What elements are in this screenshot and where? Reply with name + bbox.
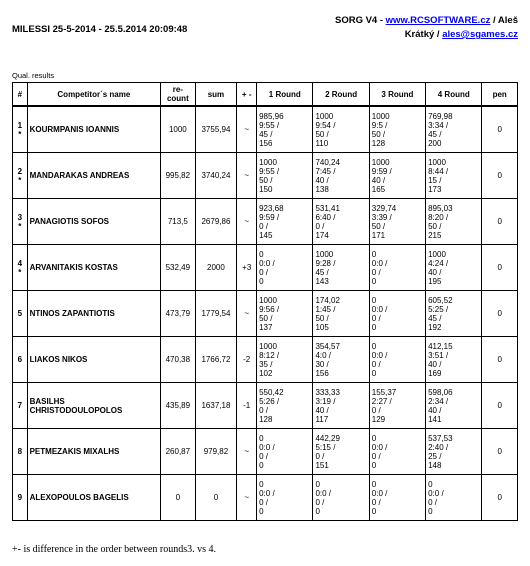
round-value: 0 / bbox=[371, 405, 381, 415]
diff-cell: -2 bbox=[237, 337, 257, 383]
round-value: 9:55 / bbox=[259, 120, 280, 130]
rank-number: 1 bbox=[17, 120, 23, 130]
table-row bbox=[13, 337, 518, 383]
round-value: 0:0 / bbox=[371, 442, 388, 452]
round-value: 195 bbox=[428, 276, 442, 286]
round-4-cell bbox=[426, 475, 482, 521]
diff-cell: +3 bbox=[237, 245, 257, 291]
round-value: 412,15 bbox=[428, 341, 453, 351]
round-4-cell bbox=[426, 199, 482, 245]
round-1-cell bbox=[257, 475, 313, 521]
round-value: 50 / bbox=[371, 129, 386, 139]
table-row bbox=[13, 291, 518, 337]
diff-cell: ~ bbox=[237, 291, 257, 337]
round-value: 0 / bbox=[259, 267, 269, 277]
round-value: 200 bbox=[428, 138, 442, 148]
round-2-cell bbox=[313, 383, 369, 429]
round-value: 0 bbox=[371, 295, 377, 305]
recount-cell: 260,87 bbox=[161, 429, 195, 475]
sum-cell: 2679,86 bbox=[195, 199, 237, 245]
recount-cell: 473,79 bbox=[161, 291, 195, 337]
penalty-cell: 0 bbox=[482, 383, 518, 429]
round-value: 3:39 / bbox=[371, 212, 392, 222]
sum-cell: 1637,18 bbox=[195, 383, 237, 429]
table-row bbox=[13, 153, 518, 199]
recount-cell: 713,5 bbox=[161, 199, 195, 245]
round-3-cell bbox=[369, 199, 425, 245]
diff-cell: ~ bbox=[237, 429, 257, 475]
round-value: 1000 bbox=[315, 111, 334, 121]
round-value: 0:0 / bbox=[371, 350, 388, 360]
table-row bbox=[13, 106, 518, 153]
sum-cell: 3740,24 bbox=[195, 153, 237, 199]
round-value: 148 bbox=[428, 460, 442, 470]
author-email-link[interactable]: ales@sgames.cz bbox=[442, 29, 518, 40]
round-value: 50 / bbox=[259, 175, 273, 185]
sum-cell: 0 bbox=[195, 475, 237, 521]
penalty-cell: 0 bbox=[482, 337, 518, 383]
round-value: 165 bbox=[371, 184, 386, 194]
round-value: 4:24 / bbox=[428, 258, 449, 268]
round-value: 0 bbox=[428, 506, 433, 516]
round-value: 138 bbox=[315, 184, 329, 194]
round-value: 333,33 bbox=[315, 387, 340, 397]
round-value: 0:0 / bbox=[259, 258, 275, 268]
round-value: 50 / bbox=[371, 221, 386, 231]
competitor-name: MANDARAKAS ANDREAS bbox=[27, 153, 161, 199]
round-3-cell bbox=[369, 291, 425, 337]
round-1-cell bbox=[257, 153, 313, 199]
penalty-cell: 0 bbox=[482, 106, 518, 153]
round-value: 0 / bbox=[371, 267, 381, 277]
round-value: 9:59 / bbox=[259, 212, 280, 222]
penalty-cell: 0 bbox=[482, 475, 518, 521]
round-value: 35 / bbox=[259, 359, 273, 369]
round-value: 102 bbox=[259, 368, 273, 378]
round-value: 1000 bbox=[371, 157, 390, 167]
software-credit bbox=[335, 14, 518, 42]
round-value: 137 bbox=[259, 322, 273, 332]
penalty-cell: 0 bbox=[482, 199, 518, 245]
penalty-cell: 0 bbox=[482, 245, 518, 291]
round-value: 9:55 / bbox=[259, 166, 280, 176]
diff-cell: ~ bbox=[237, 475, 257, 521]
round-value: 128 bbox=[371, 138, 386, 148]
qualified-mark: * bbox=[18, 221, 22, 231]
round-value: 8:12 / bbox=[259, 350, 280, 360]
round-value: 0 bbox=[371, 506, 377, 516]
round-value: 45 / bbox=[259, 129, 273, 139]
recount-cell: 470,38 bbox=[161, 337, 195, 383]
recount-cell: 435,89 bbox=[161, 383, 195, 429]
round-value: 0 / bbox=[259, 451, 269, 461]
round-value: 0 / bbox=[315, 497, 325, 507]
round-3-cell bbox=[369, 153, 425, 199]
round-1-cell bbox=[257, 199, 313, 245]
round-3-cell bbox=[369, 337, 425, 383]
column-header: 4 Round bbox=[426, 83, 482, 107]
round-value: 0 bbox=[259, 506, 264, 516]
column-header: 1 Round bbox=[257, 83, 313, 107]
round-value: 5:25 / bbox=[428, 304, 449, 314]
rank-number: 6 bbox=[17, 355, 23, 364]
recount-cell: 0 bbox=[161, 475, 195, 521]
round-value: 50 / bbox=[428, 221, 442, 231]
diff-cell: ~ bbox=[237, 199, 257, 245]
round-value: 5:15 / bbox=[315, 442, 336, 452]
round-value: 1000 bbox=[428, 249, 446, 259]
round-value: 0 / bbox=[315, 221, 325, 231]
round-4-cell bbox=[426, 383, 482, 429]
column-header: pen bbox=[482, 83, 518, 107]
round-2-cell bbox=[313, 199, 369, 245]
round-value: 0 bbox=[259, 249, 264, 259]
round-3-cell bbox=[369, 383, 425, 429]
table-row bbox=[13, 245, 518, 291]
round-value: 0:0 / bbox=[259, 442, 275, 452]
round-value: 895,03 bbox=[428, 203, 453, 213]
round-value: 0 bbox=[371, 368, 377, 378]
round-value: 0 / bbox=[259, 497, 269, 507]
round-value: 40 / bbox=[315, 175, 329, 185]
round-value: 6:40 / bbox=[315, 212, 336, 222]
diff-cell: -1 bbox=[237, 383, 257, 429]
round-4-cell bbox=[426, 291, 482, 337]
round-value: 0 / bbox=[259, 221, 269, 231]
round-value: 2:27 / bbox=[371, 396, 392, 406]
round-value: 174,02 bbox=[315, 295, 340, 305]
round-value: 105 bbox=[315, 322, 329, 332]
round-value: 550,42 bbox=[259, 387, 284, 397]
rank-cell bbox=[13, 429, 28, 475]
round-value: 0 bbox=[371, 433, 377, 443]
rank-number: 3 bbox=[17, 212, 23, 222]
round-value: 0 bbox=[259, 276, 264, 286]
column-header: 2 Round bbox=[313, 83, 369, 107]
round-value: 0 bbox=[259, 479, 264, 489]
rank-cell bbox=[13, 475, 28, 521]
rank-cell bbox=[13, 337, 28, 383]
round-value: 141 bbox=[428, 414, 442, 424]
table-row bbox=[13, 199, 518, 245]
round-value: 0 bbox=[315, 479, 320, 489]
round-value: 769,98 bbox=[428, 111, 453, 121]
recount-cell: 995,82 bbox=[161, 153, 195, 199]
competitor-name: PANAGIOTIS SOFOS bbox=[27, 199, 161, 245]
round-value: 143 bbox=[315, 276, 329, 286]
results-table bbox=[12, 82, 518, 521]
competitor-name: PETMEZAKIS MIXALHS bbox=[27, 429, 161, 475]
round-value: 0:0 / bbox=[428, 488, 444, 498]
column-header: # bbox=[13, 83, 28, 107]
round-value: 1000 bbox=[259, 341, 277, 351]
round-value: 151 bbox=[315, 460, 329, 470]
round-value: 3:51 / bbox=[428, 350, 449, 360]
round-2-cell bbox=[313, 106, 369, 153]
author-name: Krátký / bbox=[404, 29, 443, 40]
round-value: 5:26 / bbox=[259, 396, 280, 406]
rank-number: 9 bbox=[17, 493, 23, 502]
diff-cell: ~ bbox=[237, 153, 257, 199]
round-value: 156 bbox=[259, 138, 273, 148]
round-1-cell bbox=[257, 337, 313, 383]
round-1-cell bbox=[257, 106, 313, 153]
app-name: SORG V4 - bbox=[334, 15, 386, 26]
round-2-cell bbox=[313, 475, 369, 521]
round-2-cell bbox=[313, 153, 369, 199]
round-value: 0:0 / bbox=[371, 304, 388, 314]
round-value: 4:0 / bbox=[315, 350, 332, 360]
round-value: 25 / bbox=[428, 451, 442, 461]
round-value: 354,57 bbox=[315, 341, 340, 351]
round-value: 15 / bbox=[428, 175, 442, 185]
penalty-cell: 0 bbox=[482, 429, 518, 475]
round-value: 9:5 / bbox=[371, 120, 388, 130]
round-3-cell bbox=[369, 106, 425, 153]
column-header: Competitor´s name bbox=[27, 83, 161, 107]
round-value: 110 bbox=[315, 138, 329, 148]
round-value: 0:0 / bbox=[371, 258, 388, 268]
round-4-cell bbox=[426, 337, 482, 383]
rank-cell bbox=[13, 153, 28, 199]
round-1-cell bbox=[257, 429, 313, 475]
round-value: 1000 bbox=[259, 157, 277, 167]
author-separator: / Aleš bbox=[490, 15, 518, 26]
round-value: 8:20 / bbox=[428, 212, 449, 222]
rank-number: 8 bbox=[17, 447, 23, 456]
round-value: 128 bbox=[259, 414, 273, 424]
round-value: 985,96 bbox=[259, 111, 284, 121]
competitor-name: LIAKOS NIKOS bbox=[27, 337, 161, 383]
penalty-cell: 0 bbox=[482, 153, 518, 199]
round-value: 0:0 / bbox=[371, 488, 388, 498]
round-value: 45 / bbox=[428, 129, 442, 139]
round-value: 40 / bbox=[428, 405, 442, 415]
round-value: 0 / bbox=[371, 497, 381, 507]
round-value: 155,37 bbox=[371, 387, 397, 397]
round-value: 45 / bbox=[315, 267, 329, 277]
penalty-cell: 0 bbox=[482, 291, 518, 337]
rank-number: 2 bbox=[17, 166, 23, 176]
round-value: 2:40 / bbox=[428, 442, 449, 452]
rcsoftware-link[interactable]: www.RCSOFTWARE.cz bbox=[385, 15, 491, 26]
round-value: 129 bbox=[371, 414, 386, 424]
round-value: 8:44 / bbox=[428, 166, 449, 176]
round-value: 0 bbox=[315, 506, 320, 516]
round-value: 9:59 / bbox=[371, 166, 392, 176]
column-header: re-count bbox=[161, 83, 195, 107]
round-value: 0 / bbox=[428, 497, 437, 507]
round-value: 0 bbox=[371, 341, 377, 351]
round-1-cell bbox=[257, 383, 313, 429]
rank-cell bbox=[13, 245, 28, 291]
round-value: 40 / bbox=[428, 267, 442, 277]
round-value: 2:34 / bbox=[428, 396, 449, 406]
round-value: 171 bbox=[371, 230, 386, 240]
round-value: 50 / bbox=[315, 129, 329, 139]
round-value: 0 / bbox=[371, 359, 381, 369]
round-value: 0 bbox=[371, 460, 377, 470]
competitor-name: NTINOS ZAPANTIOTIS bbox=[27, 291, 161, 337]
event-title: MILESSI 25-5-2014 - 25.5.2014 20:09:48 bbox=[12, 24, 188, 35]
recount-cell: 1000 bbox=[161, 106, 195, 153]
round-value: 0 bbox=[371, 276, 377, 286]
qualified-mark: * bbox=[18, 175, 22, 185]
column-header: 3 Round bbox=[369, 83, 425, 107]
round-value: 329,74 bbox=[371, 203, 397, 213]
round-value: 740,24 bbox=[315, 157, 340, 167]
table-row bbox=[13, 475, 518, 521]
round-2-cell bbox=[313, 291, 369, 337]
rank-number: 7 bbox=[17, 401, 23, 410]
round-value: 0 / bbox=[371, 451, 381, 461]
table-row bbox=[13, 429, 518, 475]
round-1-cell bbox=[257, 245, 313, 291]
round-value: 40 / bbox=[428, 359, 442, 369]
column-header: + - bbox=[237, 83, 257, 107]
sum-cell: 2000 bbox=[195, 245, 237, 291]
round-value: 1000 bbox=[315, 249, 334, 259]
round-4-cell bbox=[426, 153, 482, 199]
rank-number: 5 bbox=[17, 309, 23, 318]
competitor-name: ALEXOPOULOS BAGELIS bbox=[27, 475, 161, 521]
rank-number: 4 bbox=[17, 258, 23, 268]
round-value: 9:28 / bbox=[315, 258, 336, 268]
rank-cell bbox=[13, 106, 28, 153]
sum-cell: 979,82 bbox=[195, 429, 237, 475]
round-1-cell bbox=[257, 291, 313, 337]
round-value: 605,52 bbox=[428, 295, 453, 305]
round-value: 0 / bbox=[371, 313, 381, 323]
competitor-name: ARVANITAKIS KOSTAS bbox=[27, 245, 161, 291]
round-value: 1000 bbox=[259, 295, 277, 305]
round-value: 30 / bbox=[315, 359, 329, 369]
round-3-cell bbox=[369, 245, 425, 291]
qualified-mark: * bbox=[18, 267, 22, 277]
round-value: 0 bbox=[259, 433, 264, 443]
round-value: 0 / bbox=[315, 451, 325, 461]
diff-cell: ~ bbox=[237, 106, 257, 153]
round-value: 173 bbox=[428, 184, 442, 194]
round-value: 169 bbox=[428, 368, 442, 378]
round-value: 0:0 / bbox=[259, 488, 275, 498]
round-value: 0 bbox=[371, 479, 377, 489]
recount-cell: 532,49 bbox=[161, 245, 195, 291]
round-value: 192 bbox=[428, 322, 442, 332]
round-value: 9:56 / bbox=[259, 304, 280, 314]
round-value: 9:54 / bbox=[315, 120, 336, 130]
round-2-cell bbox=[313, 245, 369, 291]
round-value: 0 bbox=[428, 479, 433, 489]
round-value: 531,41 bbox=[315, 203, 340, 213]
round-value: 117 bbox=[315, 414, 329, 424]
round-value: 150 bbox=[259, 184, 273, 194]
round-value: 50 / bbox=[259, 313, 273, 323]
round-value: 1000 bbox=[371, 111, 390, 121]
rank-cell bbox=[13, 383, 28, 429]
table-row bbox=[13, 383, 518, 429]
round-4-cell bbox=[426, 429, 482, 475]
round-value: 50 / bbox=[315, 313, 329, 323]
round-value: 45 / bbox=[428, 313, 442, 323]
round-4-cell bbox=[426, 245, 482, 291]
round-4-cell bbox=[426, 106, 482, 153]
round-value: 0:0 / bbox=[315, 488, 332, 498]
round-value: 0 bbox=[259, 460, 264, 470]
round-value: 215 bbox=[428, 230, 442, 240]
rank-cell bbox=[13, 199, 28, 245]
round-value: 1:45 / bbox=[315, 304, 336, 314]
sum-cell: 1779,54 bbox=[195, 291, 237, 337]
sum-cell: 3755,94 bbox=[195, 106, 237, 153]
footer-note: +- is difference in the order between rounds3. vs 4. bbox=[12, 544, 217, 555]
round-value: 40 / bbox=[315, 405, 329, 415]
round-value: 598,06 bbox=[428, 387, 453, 397]
round-3-cell bbox=[369, 475, 425, 521]
round-value: 174 bbox=[315, 230, 329, 240]
round-value: 0 bbox=[371, 249, 377, 259]
round-2-cell bbox=[313, 429, 369, 475]
round-value: 0 bbox=[371, 322, 377, 332]
round-3-cell bbox=[369, 429, 425, 475]
round-value: 1000 bbox=[428, 157, 446, 167]
round-value: 0 / bbox=[259, 405, 269, 415]
round-value: 3:34 / bbox=[428, 120, 449, 130]
qualified-mark: * bbox=[18, 129, 22, 139]
sum-cell: 1766,72 bbox=[195, 337, 237, 383]
round-value: 7:45 / bbox=[315, 166, 336, 176]
round-value: 156 bbox=[315, 368, 329, 378]
competitor-name: BASILHS CHRISTODOULOPOLOS bbox=[27, 383, 161, 429]
round-2-cell bbox=[313, 337, 369, 383]
table-body bbox=[13, 106, 518, 521]
rank-cell bbox=[13, 291, 28, 337]
round-value: 145 bbox=[259, 230, 273, 240]
table-header-row bbox=[13, 83, 518, 107]
round-value: 40 / bbox=[371, 175, 386, 185]
round-value: 537,53 bbox=[428, 433, 453, 443]
round-value: 3:19 / bbox=[315, 396, 336, 406]
competitor-name: KOURMPANIS IOANNIS bbox=[27, 106, 161, 153]
round-value: 923,68 bbox=[259, 203, 284, 213]
round-value: 442,29 bbox=[315, 433, 340, 443]
section-label: Qual. results bbox=[12, 71, 55, 80]
column-header: sum bbox=[195, 83, 237, 107]
